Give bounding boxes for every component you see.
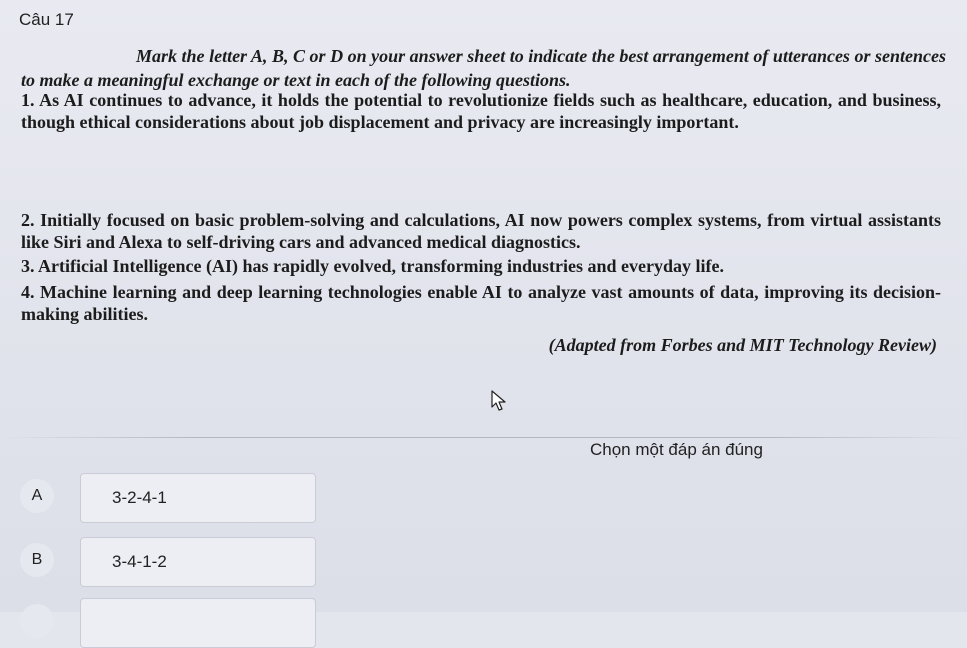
sentence-2: 2. Initially focused on basic problem-solving and calculations, AI now powers complex systems, from virtual assistants like Siri and Alexa to self-driving cars and advanced medical diagnostics.: [21, 210, 941, 252]
source-citation: (Adapted from Forbes and MIT Technology Review): [548, 335, 937, 355]
option-c-box[interactable]: [80, 598, 316, 648]
option-b-text: 3-4-1-2: [112, 552, 167, 571]
option-a-letter[interactable]: A: [20, 479, 54, 513]
option-b-letter[interactable]: B: [20, 543, 54, 577]
option-b[interactable]: [20, 537, 330, 587]
option-a-box[interactable]: [80, 473, 316, 523]
answer-prompt: Chọn một đáp án đúng: [590, 440, 763, 459]
mouse-cursor-icon: [491, 390, 507, 412]
option-a[interactable]: [20, 473, 330, 523]
question-instruction: Mark the letter A, B, C or D on your answer sheet to indicate the best arrangement of utterances or sentences to make a meaningful exchange or text in each of the following questions.: [21, 46, 946, 90]
sentence-4: 4. Machine learning and deep learning technologies enable AI to analyze vast amounts of data, improving its decision-making abilities.: [21, 282, 941, 324]
section-divider: [0, 437, 967, 438]
sentence-1: 1. As AI continues to advance, it holds the potential to revolutionize fields such as healthcare, education, and business, though ethical considerations about job displacement and privacy are increasingly important.: [21, 90, 941, 132]
option-c-partial[interactable]: [20, 598, 330, 648]
question-title: Câu 17: [19, 10, 74, 29]
sentence-3: 3. Artificial Intelligence (AI) has rapidly evolved, transforming industries and everyday life.: [21, 256, 724, 276]
option-c-letter[interactable]: [20, 604, 54, 638]
option-a-text: 3-2-4-1: [112, 488, 167, 507]
option-b-box[interactable]: [80, 537, 316, 587]
